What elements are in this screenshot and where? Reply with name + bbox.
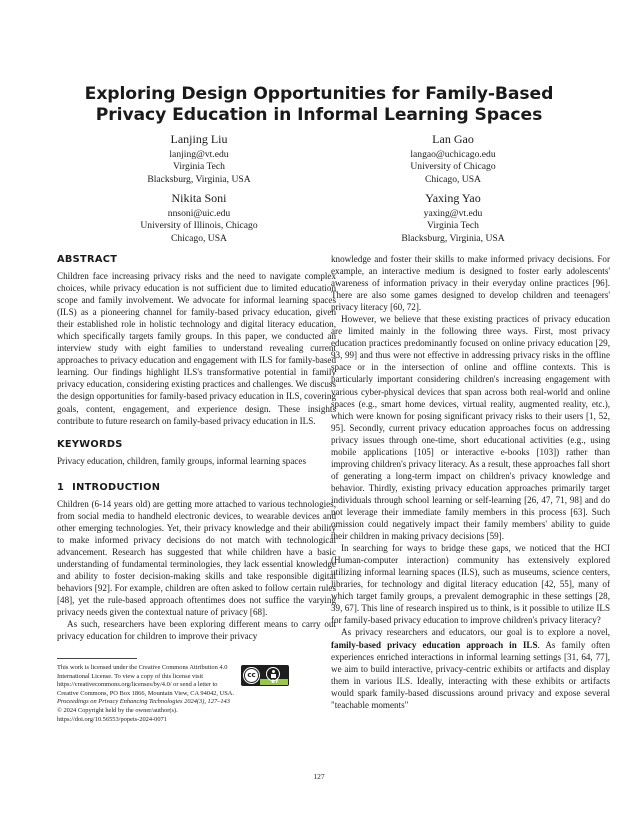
emphasized-text: family-based privacy education approach in ILS	[331, 639, 538, 650]
proceedings-citation: Proceedings on Privacy Enhancing Technologies 2024(3), 127–143	[57, 698, 230, 706]
keywords-text: Privacy education, children, family groups, informal learning spaces	[57, 455, 306, 466]
author-email: langao@uchicago.edu	[410, 149, 496, 160]
author-block	[79, 132, 319, 186]
author-affiliation: Virginia Tech	[173, 161, 225, 173]
author-affiliation: Virginia Tech	[427, 220, 479, 232]
author-location: Blacksburg, Virginia, USA	[147, 173, 251, 185]
page-number: 127	[313, 772, 325, 781]
abstract-heading: ABSTRACT	[57, 254, 118, 265]
paper-title: Exploring Design Opportunities for Family-Based Privacy Education in Informal Learning Spaces	[84, 84, 554, 125]
right-column	[331, 253, 610, 711]
footnote-rule	[57, 658, 137, 659]
author-name: Nikita Soni	[171, 191, 227, 205]
body-text: . As family often experiences enriched interactions in informal learning settings [31, 64, 77], we aim to build interactive, privacy-centric exhibits or artifacts and display them in various ILS. Ideally, interacting with these exhibits or artifacts would spark family-based discussions around privacy and expose several "teachable moments"	[331, 639, 610, 710]
cc-by-label: BY	[271, 680, 279, 685]
author-email: lanjing@vt.edu	[169, 149, 229, 160]
cc-logo-icon: cc	[244, 668, 259, 683]
author-location: Chicago, USA	[425, 173, 481, 185]
creative-commons-badge[interactable]	[241, 665, 289, 686]
author-affiliation: University of Illinois, Chicago	[140, 220, 258, 232]
author-name: Yaxing Yao	[425, 191, 481, 205]
doi-link[interactable]: https://doi.org/10.56553/popets-2024-0071	[57, 715, 167, 723]
body-paragraph: However, we believe that these existing practices of privacy education are limited mainly in the following three ways. First, most privacy education practices predominantly focused on online privacy education [29, 93, 99] and thus were not effective in addressing privacy risks in the offline space or in the intersection of online and offline contexts. This is particularly important considering children's increasing engagement with various cyber-physical devices that span across both real-world and online spaces (e.g., smart home devices, virtual reality, augmented reality, etc.), which were known for posing significant privacy risks to their users [1, 52, 95]. Secondly, current privacy education approaches focus on addressing privacy issues through one-time, short educational activities (e.g., using mobile applications [105] or interactive e-books [103]) rather than improving children's privacy literacy. As a result, these approaches fall short of generating a long-term impact on children's privacy knowledge and behavior. Thirdly, existing privacy education approaches primarily target individuals through school learning or self-learning [26, 47, 71, 98] and do not leverage their immediate family members in this process [63]. Such omission could negatively impact their family members' ability to guide their children in making privacy decisions [59].	[331, 314, 610, 542]
author-email: nnsoni@uic.edu	[167, 208, 231, 219]
introduction-heading	[57, 481, 336, 494]
body-paragraph	[331, 626, 610, 710]
introduction-paragraph: Children (6-14 years old) are getting more attached to various technologies, from social media to handheld electronic devices, to wearable devices and other emerging technologies. Yet, their privacy knowledge and their ability to make informed privacy decisions do not match with technological advancement. Research has suggested that while children have a basic understanding of fundamental terminologies, they lack essential knowledge and ability to foster decision-making skills and take responsible digital behaviors [92]. For example, children are often asked to follow certain rules [48], yet the rule-based approach oftentimes does not suffice the varying privacy needs given the contextual nature of privacy [68].	[57, 498, 336, 618]
section-title: INTRODUCTION	[72, 481, 161, 493]
keywords-heading: KEYWORDS	[57, 438, 123, 450]
author-name: Lanjing Liu	[170, 132, 228, 146]
author-name: Lan Gao	[432, 132, 474, 146]
author-location: Blacksburg, Virginia, USA	[401, 232, 505, 244]
body-text: As privacy researchers and educators, our goal is to explore a novel,	[341, 627, 610, 638]
license-footnote	[57, 664, 237, 724]
abstract-text: Children face increasing privacy risks and the need to navigate complex choices, while privacy education is not sufficient due to limited education scope and family involvement. We advocate for informal learning spaces (ILS) as a pioneering channel for family-based privacy education, given their established role in holistic technology and digital literacy education, which specifically targets family groups. In this paper, we conducted an interview study with eight families to understand revealing current approaches to privacy education and engagement with ILS for family-based learning. Our findings highlight ILS's transformative potential in family privacy education, considering existing practices and challenges. We discuss the design opportunities for family-based privacy education in ILS, covering goals, content, engagement, and experience design. These insights contribute to future research on family-based privacy education in ILS.	[57, 271, 336, 426]
section-number: 1	[57, 481, 65, 493]
license-text: This work is licensed under the Creative Commons Attribution 4.0 International License. To view a copy of this license visit https://creativecommons.org/licenses/by/4.0/ or send a letter to Creative Commons, PO Box 1866, Mountain View, CA 94042, USA.	[57, 664, 234, 697]
copyright-notice: © 2024 Copyright held by the owner/author(s).	[57, 706, 178, 714]
author-block	[333, 132, 573, 186]
author-email: yaxing@vt.edu	[423, 208, 483, 219]
attribution-person-icon	[266, 667, 280, 681]
introduction-paragraph: As such, researchers have been exploring different means to carry out privacy education for children to improve their privacy	[57, 619, 336, 642]
author-block	[79, 191, 319, 245]
author-block	[333, 191, 573, 245]
author-location: Chicago, USA	[171, 232, 227, 244]
body-paragraph: knowledge and foster their skills to make informed privacy decisions. For example, an interactive medium is designed to foster early adolescents' awareness of information privacy in their everyday online practices [96]. There are also some games designed to develop children and teenagers' privacy literacy [60, 72].	[331, 254, 610, 313]
body-paragraph: In searching for ways to bridge these gaps, we noticed that the HCI (Human-computer interaction) community has extensively explored utilizing informal learning spaces (ILS), such as museums, science centers, libraries, for technology and digital literacy education [42, 55], many of which target family groups, a prevalent demographic in these settings [28, 39, 67]. This line of research inspired us to think, is it possible to utilize ILS for family-based privacy education to improve children's privacy literacy?	[331, 543, 610, 626]
left-column	[57, 253, 336, 642]
author-affiliation: University of Chicago	[410, 161, 496, 173]
